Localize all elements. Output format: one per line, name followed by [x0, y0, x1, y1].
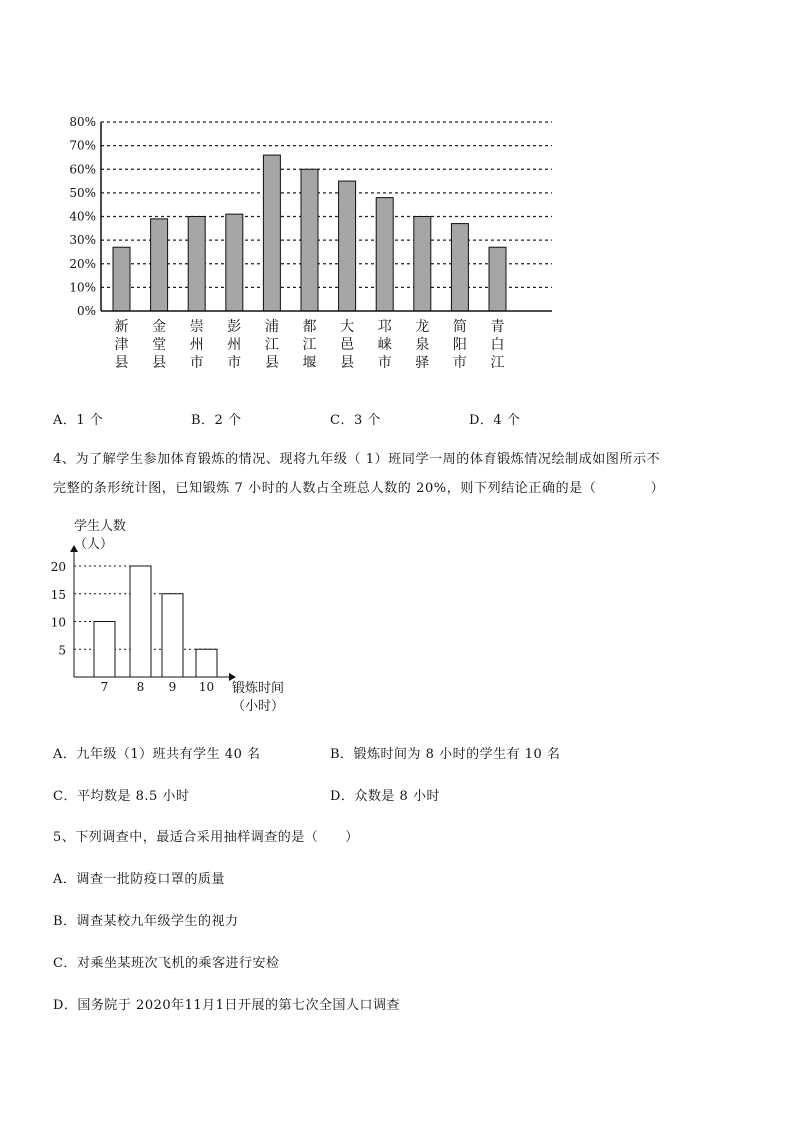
chart1-bars — [113, 155, 506, 311]
chart1-category-label: 简阳市 — [452, 319, 467, 371]
chart1-y-tick-label: 70% — [69, 138, 96, 153]
chart2-xlabel-line1: 锻炼时间 — [232, 681, 285, 696]
chart2-x-tick-label: 7 — [100, 680, 109, 694]
chart2-bar — [130, 566, 151, 677]
exercise-hours-bar-chart — [40, 512, 320, 717]
percentage-bar-chart — [60, 112, 560, 377]
q5-option-c: C．对乘坐某班次飞机的乘客进行安检 — [53, 956, 280, 971]
q4-option-d: D．众数是 8 小时 — [330, 789, 440, 804]
chart1-y-tick-label: 80% — [69, 115, 96, 129]
chart1-category-label: 邛崃市 — [377, 319, 392, 371]
chart1-category-label: 新津县 — [114, 319, 129, 371]
chart1-bar — [151, 219, 168, 311]
chart2-x-ticks — [101, 680, 214, 694]
chart1-bar — [339, 181, 356, 311]
chart1-y-ticks — [69, 115, 96, 318]
chart2-xlabel-line2: （小时） — [232, 699, 285, 714]
chart1-category-labels — [115, 318, 505, 371]
chart2-y-tick-label: 5 — [58, 643, 66, 658]
q3-option-a: A．1 个 — [53, 413, 104, 428]
chart1-category-label: 大邑县 — [340, 319, 355, 371]
q3-option-d: D．4 个 — [469, 413, 521, 428]
chart1-y-tick-label: 40% — [69, 209, 96, 224]
q4-option-a: A．九年级（1）班共有学生 40 名 — [53, 747, 261, 762]
chart1-category-label: 青白江 — [490, 319, 505, 371]
chart1-category-label: 金堂县 — [152, 319, 167, 371]
chart2-y-ticks — [51, 560, 66, 657]
chart2-bar — [196, 649, 217, 677]
chart1-category-label: 龙泉驿 — [415, 319, 430, 371]
chart2-bars — [94, 566, 217, 677]
chart2-bar — [94, 622, 115, 678]
q4-option-c: C．平均数是 8.5 小时 — [53, 789, 190, 804]
chart1-category-label: 崇州市 — [189, 319, 204, 371]
q3-option-c: C．3 个 — [330, 413, 381, 428]
chart2-ylabel-line1: 学生人数 — [74, 519, 127, 534]
chart1-bar — [301, 169, 318, 311]
q4-stem-line1: 4、为了解学生参加体育锻炼的情况、现将九年级（ 1）班同学一周的体育锻炼情况绘制成如图所示不 — [53, 452, 661, 467]
chart2-x-tick-label: 10 — [198, 680, 215, 694]
chart1-bar — [226, 214, 243, 311]
q3-option-b: B．2 个 — [191, 413, 242, 428]
chart1-bar — [489, 247, 506, 311]
chart2-ylabel-line2: （人） — [74, 537, 114, 552]
chart1-y-tick-label: 0% — [76, 304, 96, 318]
q5-option-d: D．国务院于 2020年11月1日开展的第七次全国人口调查 — [53, 998, 400, 1013]
chart1-y-tick-label: 10% — [69, 280, 96, 295]
chart1-bar — [188, 217, 205, 312]
chart2-y-tick-label: 15 — [50, 587, 66, 602]
chart1-category-label: 浦江县 — [264, 319, 279, 371]
chart2-bar — [162, 594, 183, 677]
chart1-bar — [113, 247, 130, 311]
chart1-category-label: 都江堰 — [302, 319, 317, 371]
chart1-bar — [451, 224, 468, 311]
q4-option-b: B．锻炼时间为 8 小时的学生有 10 名 — [330, 747, 561, 762]
chart1-y-tick-label: 50% — [69, 185, 96, 200]
chart1-bar — [263, 155, 280, 311]
q5-option-a: A．调查一批防疫口罩的质量 — [53, 872, 225, 887]
chart1-y-tick-label: 30% — [69, 233, 96, 248]
chart1-bar — [376, 198, 393, 311]
q5-option-b: B．调查某校九年级学生的视力 — [53, 914, 239, 929]
chart1-y-tick-label: 20% — [69, 256, 96, 271]
chart2-y-tick-label: 20 — [50, 560, 66, 574]
q4-stem — [53, 445, 753, 503]
q4-stem-line2: 完整的条形统计图，已知锻炼 7 小时的人数占全班总人数的 20%，则下列结论正确的是（ ） — [53, 481, 665, 496]
chart2-x-tick-label: 8 — [136, 680, 145, 694]
chart1-gridlines — [101, 122, 552, 287]
chart2-y-tick-label: 10 — [50, 615, 66, 630]
chart1-y-tick-label: 60% — [69, 162, 96, 177]
chart1-category-label: 彭州市 — [227, 319, 242, 371]
chart2-x-tick-label: 9 — [168, 680, 177, 694]
q5-stem: 5、下列调查中，最适合采用抽样调查的是（ ） — [53, 830, 359, 845]
chart1-bar — [414, 217, 431, 312]
